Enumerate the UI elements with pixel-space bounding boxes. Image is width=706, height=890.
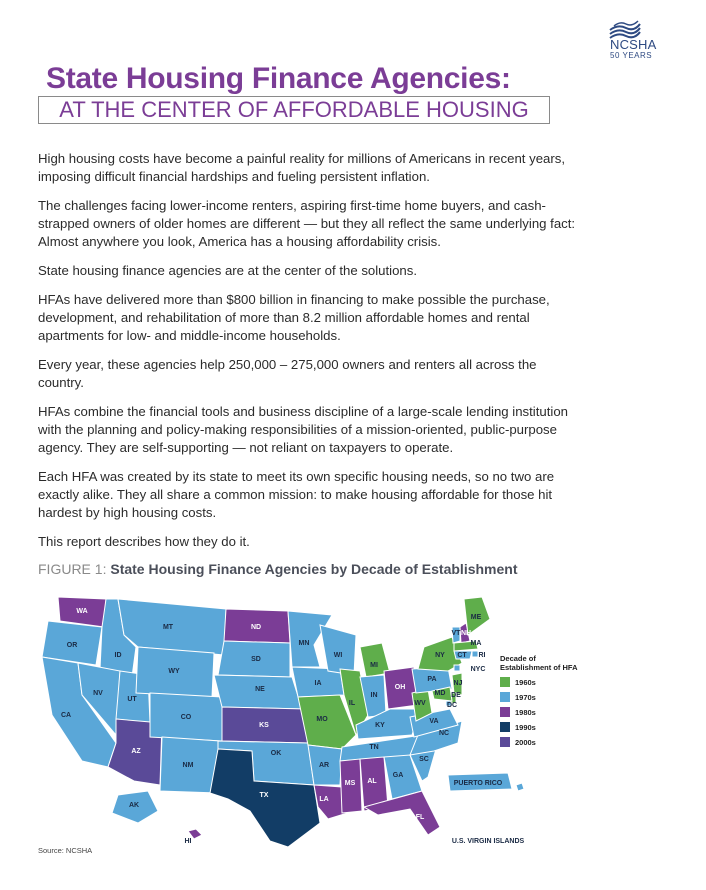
state-label: NY <box>435 652 445 659</box>
legend-label: 1970s <box>515 692 536 702</box>
legend-swatch <box>500 737 510 747</box>
state-ri <box>472 651 478 657</box>
map-legend <box>500 655 580 751</box>
state-label: IN <box>370 692 378 699</box>
source-note: Source: NCSHA <box>38 846 93 855</box>
state-label: MD <box>434 690 446 697</box>
state-label: DE <box>451 692 461 699</box>
state-label: AZ <box>131 748 141 755</box>
state-label: LA <box>319 796 329 803</box>
state-label: WA <box>76 608 88 615</box>
state-label: AR <box>318 762 330 769</box>
state-label: VA <box>429 718 439 725</box>
state-label: MA <box>470 640 482 647</box>
state-label: RI <box>478 652 486 659</box>
paragraph: The challenges facing lower-income renters, aspiring first-time home buyers, and cash-strapped owners of older homes are different — but they all reflect the same underlying fact: Almost anywhere you look, America has a housing affordability crisis. <box>38 198 576 249</box>
state-label: NYC <box>470 666 486 673</box>
state-label: MT <box>162 624 174 631</box>
state-label: CO <box>180 714 192 721</box>
state-label: KS <box>259 722 269 729</box>
body-text <box>38 150 586 562</box>
state-label: WY <box>168 668 180 675</box>
paragraph: HFAs have delivered more than $800 billion in financing to make possible the purchase, development, and rehabilitation of more than 8.2 million affordable homes and rental apartments for low- and middle-income households. <box>38 292 550 343</box>
state-label: NM <box>182 762 194 769</box>
state-label: TN <box>369 744 379 751</box>
state-label: CA <box>60 712 72 719</box>
legend-swatch <box>500 722 510 732</box>
legend-item <box>500 676 580 688</box>
page-subtitle: AT THE CENTER OF AFFORDABLE HOUSING <box>38 96 550 124</box>
figure-title: State Housing Finance Agencies by Decade of Establishment <box>110 561 518 577</box>
legend-item <box>500 706 580 718</box>
state-label: MO <box>316 716 328 723</box>
legend-item <box>500 721 580 733</box>
figure-caption <box>38 561 518 577</box>
state-label: AL <box>367 778 377 785</box>
state-label: OK <box>270 750 282 757</box>
state-label: HI <box>184 838 192 845</box>
state-label: WI <box>333 652 343 659</box>
state-label: SC <box>419 756 429 763</box>
paragraph: This report describes how they do it. <box>38 534 250 549</box>
paragraph: Every year, these agencies help 250,000 – 275,000 owners and renters all across the country. <box>38 357 537 390</box>
legend-item <box>500 736 580 748</box>
paragraph: HFAs combine the financial tools and business discipline of a large-scale lending institution with the planning and policy-making responsibilities of a mission-oriented, public-purpose agency. They are self-supporting — not reliant on taxpayers to operate. <box>38 404 568 455</box>
state-label: MN <box>298 640 310 647</box>
legend-label: 1960s <box>515 677 536 687</box>
state-label: NE <box>255 686 265 693</box>
state-label: OR <box>66 642 78 649</box>
state-label: GA <box>392 772 404 779</box>
state-label: NV <box>93 690 103 697</box>
state-label: OH <box>394 684 406 691</box>
state-label: ME <box>470 614 482 621</box>
paragraph: Each HFA was created by its state to meet its own specific housing needs, so no two are exactly alike. They all share a common mission: to make housing affordable for those hit hardest by high housing costs. <box>38 469 555 520</box>
us-state-map <box>38 585 558 855</box>
state-label: U.S. VIRGIN ISLANDS <box>451 838 525 845</box>
ncsha-logo <box>606 20 666 64</box>
state-label: MI <box>370 662 378 669</box>
logo-years: 50 YEARS <box>610 51 653 60</box>
state-label: MS <box>344 780 356 787</box>
legend-item <box>500 691 580 703</box>
state-u-s-virgin-islands <box>516 783 524 791</box>
paragraph: High housing costs have become a painful reality for millions of Americans in recent years, imposing difficult financial hardships and fueling persistent inflation. <box>38 151 566 184</box>
state-label: NJ <box>453 680 463 687</box>
state-label: NH <box>460 630 472 637</box>
state-label: UT <box>127 696 137 703</box>
legend-swatch <box>500 677 510 687</box>
state-label: TX <box>259 792 269 799</box>
state-label: FL <box>415 814 425 821</box>
state-label: WV <box>414 700 426 707</box>
page-title: State Housing Finance Agencies: <box>46 62 511 95</box>
state-label: PUERTO RICO <box>453 780 503 787</box>
legend-label: 2000s <box>515 737 536 747</box>
state-label: DC <box>446 702 458 709</box>
legend-label: 1990s <box>515 722 536 732</box>
state-label: CT <box>457 652 467 659</box>
state-label: VT <box>451 630 461 637</box>
legend-swatch <box>500 707 510 717</box>
state-label: KY <box>375 722 385 729</box>
state-label: PA <box>427 676 437 683</box>
state-nyc <box>454 665 460 671</box>
legend-label: 1980s <box>515 707 536 717</box>
state-label: AK <box>128 802 140 809</box>
state-label: NC <box>438 730 450 737</box>
state-wi <box>320 625 356 675</box>
state-label: IA <box>314 680 322 687</box>
legend-swatch <box>500 692 510 702</box>
state-label: IL <box>348 700 356 707</box>
paragraph: State housing finance agencies are at the center of the solutions. <box>38 263 418 278</box>
state-label: ID <box>114 652 122 659</box>
legend-title: Decade of Establishment of HFA <box>500 654 578 672</box>
state-label: SD <box>251 656 261 663</box>
state-label: ND <box>250 624 262 631</box>
figure-label: FIGURE 1: <box>38 561 107 577</box>
logo-name: NCSHA <box>610 37 657 52</box>
